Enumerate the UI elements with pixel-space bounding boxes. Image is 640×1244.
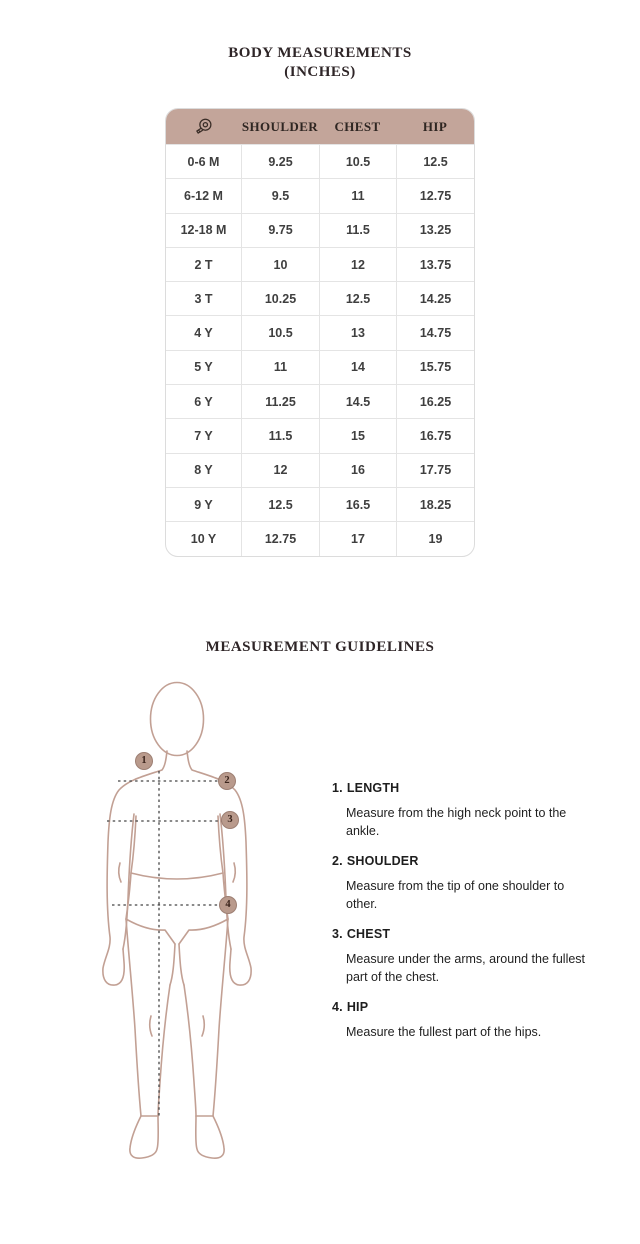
chest-cell: 12.5 <box>319 282 396 315</box>
table-row <box>166 384 474 418</box>
chest-cell: 16.5 <box>319 488 396 521</box>
hip-cell: 14.75 <box>396 316 474 349</box>
shoulder-cell: 12.75 <box>241 522 319 555</box>
hip-cell: 18.25 <box>396 488 474 521</box>
chest-cell: 16 <box>319 454 396 487</box>
shoulder-cell: 11.5 <box>241 419 319 452</box>
chest-cell: 15 <box>319 419 396 452</box>
page-title-line1: BODY MEASUREMENTS <box>228 45 412 61</box>
guidelines-title: MEASUREMENT GUIDELINES <box>205 638 435 655</box>
guideline-number: 1. <box>332 780 343 795</box>
guideline-label: LENGTH <box>346 780 400 795</box>
hip-cell: 12.75 <box>396 179 474 212</box>
size-cell: 6 Y <box>194 394 213 409</box>
table-row <box>166 453 474 487</box>
hip-cell: 14.25 <box>396 282 474 315</box>
table-row <box>166 213 474 247</box>
shoulder-cell: 12.5 <box>241 488 319 521</box>
table-row <box>166 144 474 178</box>
guideline-heading <box>332 854 607 868</box>
guideline-heading <box>332 781 607 795</box>
table-row <box>166 178 474 212</box>
header-cell-chest: CHEST <box>334 118 381 134</box>
guideline-description: Measure from the tip of one shoulder to other. <box>346 878 565 911</box>
page-title <box>0 44 640 82</box>
size-cell: 2 T <box>194 257 213 272</box>
chest-cell: 11.5 <box>319 214 396 247</box>
table-row <box>166 487 474 521</box>
size-cell: 3 T <box>194 291 213 306</box>
chest-cell: 10.5 <box>319 145 396 178</box>
measurement-dashed-lines <box>107 771 230 1117</box>
guideline-item-length <box>332 781 607 840</box>
guideline-number: 2. <box>332 853 343 868</box>
guidelines-section <box>0 667 640 1187</box>
table-row <box>166 315 474 349</box>
hip-cell: 16.75 <box>396 419 474 452</box>
body-outline-figure <box>90 667 270 1167</box>
table-row <box>166 521 474 555</box>
size-cell: 10 Y <box>190 531 217 546</box>
guideline-description: Measure the fullest part of the hips. <box>346 1024 542 1039</box>
shoulder-cell: 10.5 <box>241 316 319 349</box>
chest-cell: 14 <box>319 351 396 384</box>
size-chart-header-row <box>166 109 474 144</box>
shoulder-cell: 10 <box>241 248 319 281</box>
guideline-description: Measure under the arms, around the fullest part of the chest. <box>346 951 586 984</box>
guideline-item-chest <box>332 927 607 986</box>
table-row <box>166 281 474 315</box>
size-column-header <box>166 109 241 144</box>
marker-3-chest: 3 <box>221 811 239 829</box>
size-cell: 5 Y <box>194 360 213 375</box>
guideline-item-hip <box>332 1000 607 1041</box>
size-cell: 6-12 M <box>184 188 223 203</box>
chest-cell: 11 <box>319 179 396 212</box>
marker-4-hip: 4 <box>219 896 237 914</box>
guideline-label: CHEST <box>346 926 391 941</box>
hip-cell: 17.75 <box>396 454 474 487</box>
chest-cell: 13 <box>319 316 396 349</box>
guideline-heading <box>332 927 607 941</box>
table-row <box>166 247 474 281</box>
shoulder-cell: 9.5 <box>241 179 319 212</box>
header-cell-shoulder: SHOULDER <box>241 118 319 134</box>
guideline-label: SHOULDER <box>346 853 419 868</box>
guideline-number: 3. <box>332 926 343 941</box>
chest-cell: 14.5 <box>319 385 396 418</box>
size-cell: 12-18 M <box>180 223 227 238</box>
shoulder-cell: 11 <box>241 351 319 384</box>
tape-measure-icon <box>193 116 215 138</box>
shoulder-cell: 11.25 <box>241 385 319 418</box>
marker-1-length: 1 <box>135 752 153 770</box>
guidelines-list <box>332 781 607 1055</box>
size-cell: 8 Y <box>194 463 213 478</box>
size-cell: 4 Y <box>194 326 213 341</box>
size-cell: 7 Y <box>194 429 213 444</box>
hip-cell: 16.25 <box>396 385 474 418</box>
hip-cell: 19 <box>396 522 474 555</box>
header-cell-hip: HIP <box>422 118 448 134</box>
guideline-label: HIP <box>346 999 369 1014</box>
shoulder-cell: 9.75 <box>241 214 319 247</box>
hip-cell: 13.75 <box>396 248 474 281</box>
guideline-number: 4. <box>332 999 343 1014</box>
hip-cell: 15.75 <box>396 351 474 384</box>
guideline-heading <box>332 1000 607 1014</box>
size-chart-table <box>165 108 475 557</box>
size-cell: 9 Y <box>194 497 213 512</box>
hip-cell: 13.25 <box>396 214 474 247</box>
size-cell: 0-6 M <box>187 154 220 169</box>
chest-cell: 17 <box>319 522 396 555</box>
table-row <box>166 418 474 452</box>
chest-cell: 12 <box>319 248 396 281</box>
shoulder-cell: 12 <box>241 454 319 487</box>
marker-2-shoulder: 2 <box>218 772 236 790</box>
shoulder-cell: 10.25 <box>241 282 319 315</box>
page-title-line2: (INCHES) <box>284 64 356 80</box>
guideline-description: Measure from the high neck point to the ankle. <box>346 805 567 838</box>
shoulder-cell: 9.25 <box>241 145 319 178</box>
table-row <box>166 350 474 384</box>
hip-cell: 12.5 <box>396 145 474 178</box>
guideline-item-shoulder <box>332 854 607 913</box>
